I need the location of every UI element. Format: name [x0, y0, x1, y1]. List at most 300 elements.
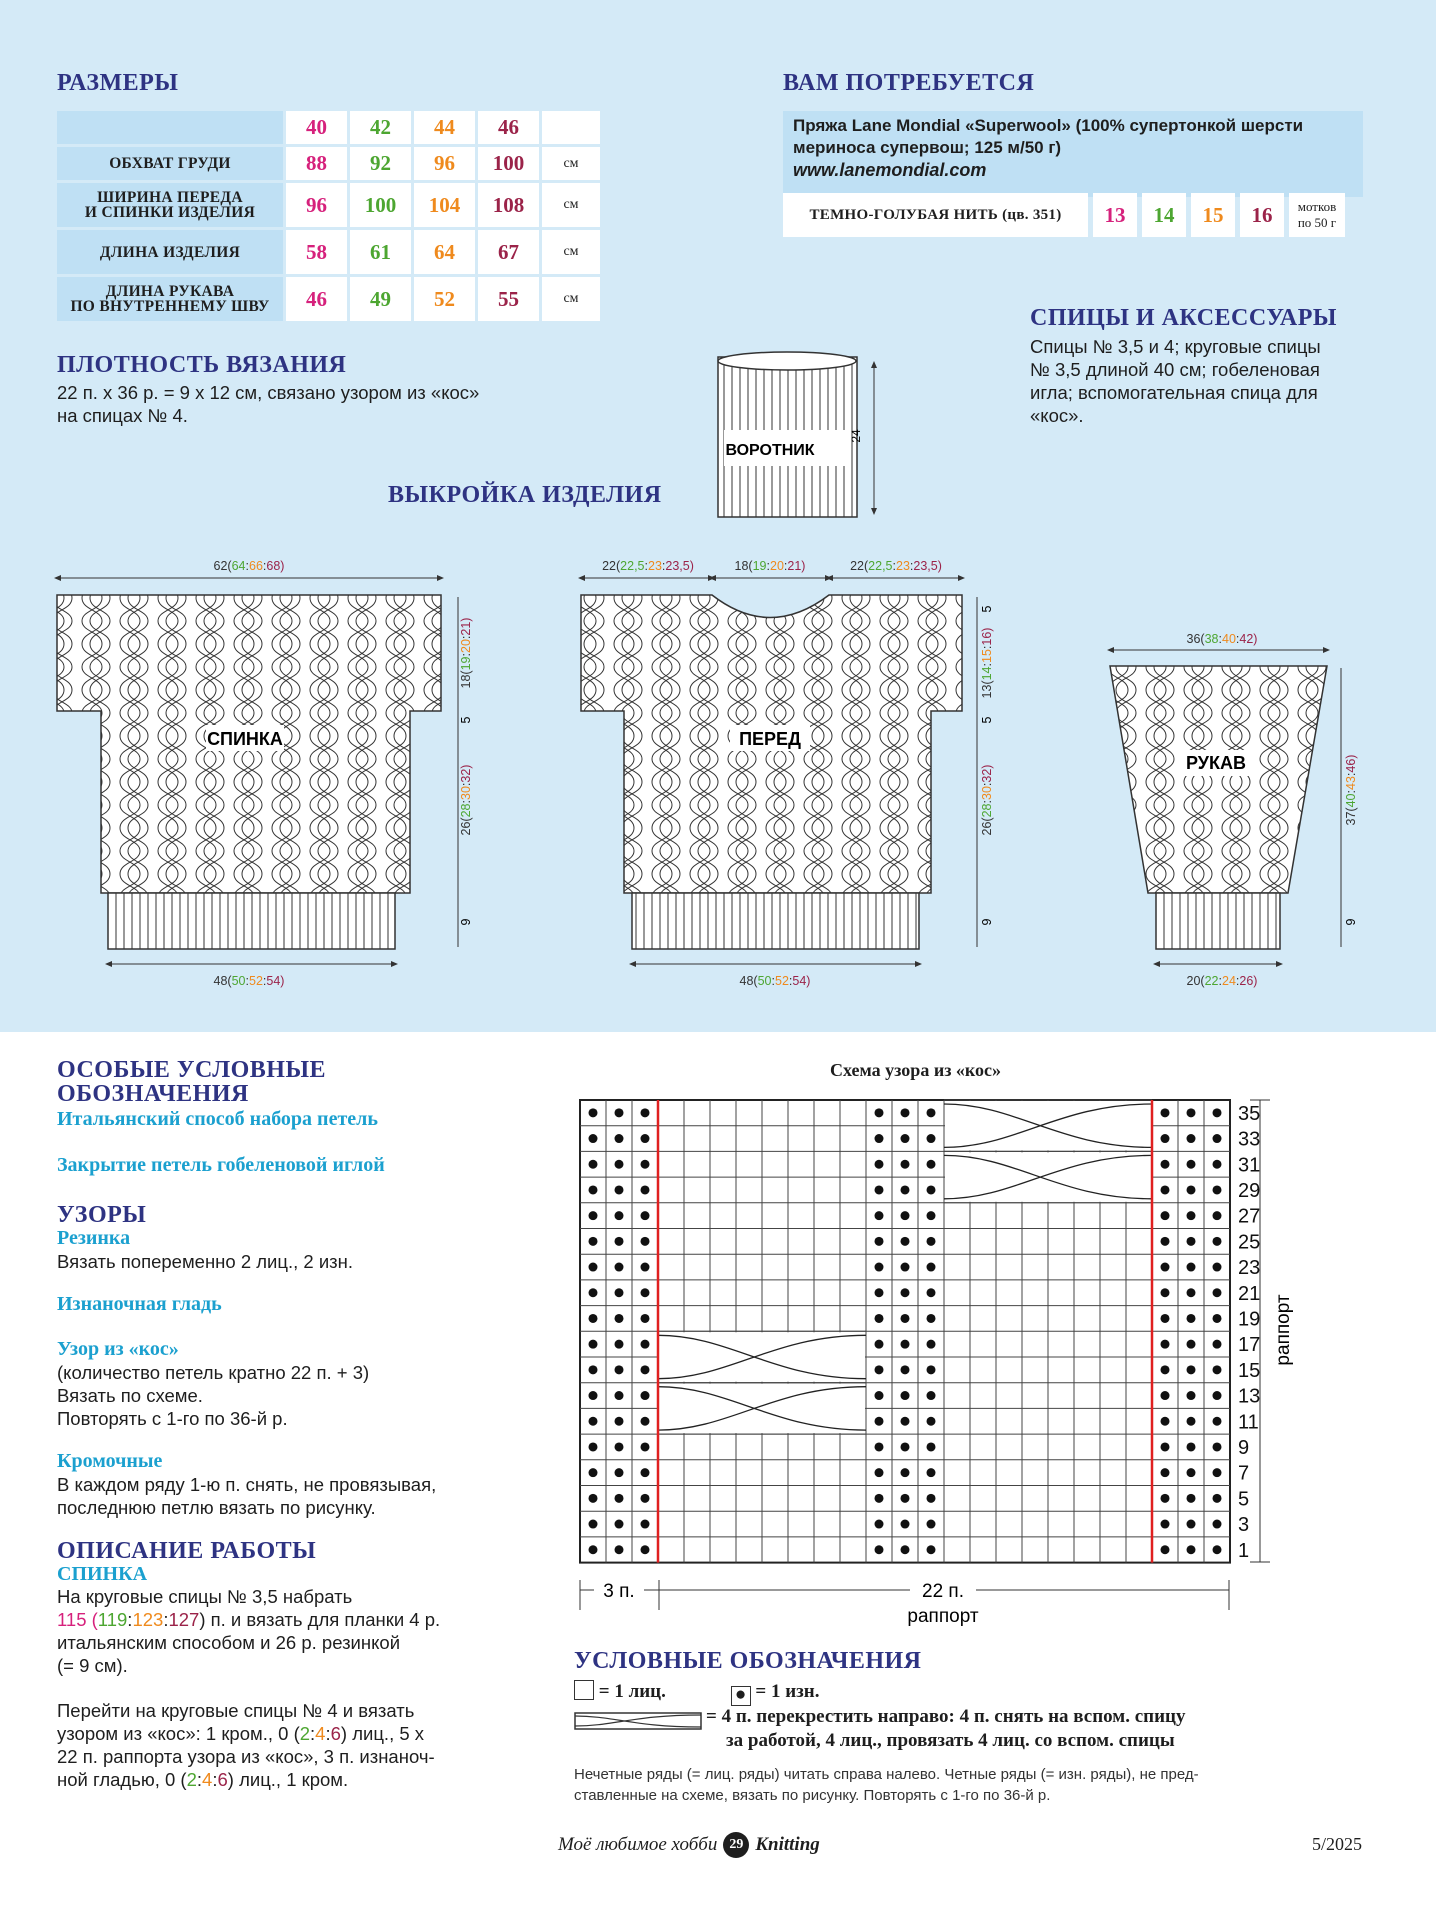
purl-stitch — [641, 1442, 650, 1451]
purl-stitch — [1161, 1442, 1170, 1451]
cable-title: Узор из «кос» — [57, 1338, 179, 1360]
p1-line: (= 9 см). — [57, 1655, 128, 1676]
special-heading-1: ОСОБЫЕ УСЛОВНЫЕ — [57, 1057, 327, 1083]
purl-stitch — [1161, 1211, 1170, 1220]
purl-stitch — [1213, 1391, 1222, 1400]
purl-stitch — [875, 1365, 884, 1374]
cable-line: Повторять с 1-го по 36-й р. — [57, 1408, 288, 1429]
purl-stitch — [901, 1391, 910, 1400]
purl-stitch — [1161, 1160, 1170, 1169]
back-top-width: 62(64:66:68) — [213, 559, 285, 573]
purl-stitch — [615, 1494, 624, 1503]
purl-stitch — [589, 1185, 598, 1194]
chart-row-number: 33 — [1238, 1128, 1261, 1151]
purl-stitch — [589, 1494, 598, 1503]
purl-stitch — [1213, 1468, 1222, 1477]
purl-stitch — [875, 1134, 884, 1143]
purl-stitch — [641, 1468, 650, 1477]
chart-row-number: 31 — [1238, 1154, 1261, 1177]
size-col-2: 42 — [350, 111, 411, 144]
unit-cell: см — [542, 183, 600, 227]
purl-stitch — [901, 1494, 910, 1503]
purl-stitch — [1161, 1391, 1170, 1400]
chart-row-number: 21 — [1238, 1282, 1261, 1305]
size-col-1: 40 — [286, 111, 347, 144]
purl-stitch — [1187, 1211, 1196, 1220]
cell: 100 — [350, 183, 411, 227]
purl-stitch — [615, 1134, 624, 1143]
purl-stitch — [901, 1545, 910, 1554]
chart-row-number: 5 — [1238, 1488, 1250, 1511]
purl-stitch — [1213, 1417, 1222, 1426]
needles-line: игла; вспомогательная спица для — [1030, 382, 1318, 403]
front-label: ПЕРЕД — [739, 729, 801, 749]
sizes-row-length — [57, 230, 600, 274]
sizes-corner — [57, 111, 283, 144]
edge-line: В каждом ряду 1-ю п. снять, не провязывая, — [57, 1474, 437, 1495]
page-number-badge: 29 — [723, 1832, 749, 1858]
purl-stitch — [1187, 1108, 1196, 1117]
chart-row-number: 13 — [1238, 1385, 1261, 1408]
purl-stitch — [1187, 1340, 1196, 1349]
purl-stitch — [1213, 1340, 1222, 1349]
cell: 52 — [414, 277, 475, 321]
purl-stitch — [589, 1211, 598, 1220]
purl-stitch — [1161, 1545, 1170, 1554]
edge-line: последнюю петлю вязать по рисунку. — [57, 1497, 376, 1518]
p2-line: ной гладью, 0 (2:4:6) лиц., 1 кром. — [57, 1769, 349, 1790]
unit-cell: см — [542, 277, 600, 321]
purl-stitch — [927, 1263, 936, 1272]
sleeve-v-length: 37(40:43:46) — [1344, 754, 1358, 826]
purl-stitch — [875, 1468, 884, 1477]
footer-magazine — [558, 1832, 820, 1858]
yarn-box — [783, 111, 1363, 197]
purl-stitch — [615, 1263, 624, 1272]
purl-stitch — [589, 1365, 598, 1374]
purl-stitch — [1213, 1288, 1222, 1297]
purl-stitch — [589, 1314, 598, 1323]
purl-dot-icon: ● — [731, 1686, 751, 1706]
purl-stitch — [615, 1442, 624, 1451]
label-line: И СПИНКИ ИЗДЕЛИЯ — [84, 204, 256, 221]
size-col-4: 46 — [478, 111, 539, 144]
purl-stitch — [589, 1288, 598, 1297]
cell: 104 — [414, 183, 475, 227]
cable-line: (количество петель кратно 22 п. + 3) — [57, 1362, 370, 1383]
purl-stitch — [901, 1365, 910, 1374]
purl-stitch — [1161, 1108, 1170, 1117]
p1-line: итальянским способом и 26 р. резинкой — [57, 1632, 401, 1653]
sleeve-label: РУКАВ — [1186, 753, 1246, 773]
purl-stitch — [875, 1263, 884, 1272]
cable-cross-band — [659, 1384, 865, 1433]
chart-row-number: 15 — [1238, 1359, 1261, 1382]
purl-stitch — [927, 1288, 936, 1297]
chart-bottom-3st: 3 п. — [603, 1581, 635, 1602]
back-v-upper: 18(19:20:21) — [459, 617, 473, 689]
chart-row-number: 35 — [1238, 1102, 1261, 1125]
back-v-mid: 5 — [459, 716, 473, 724]
needles-line: Спицы № 3,5 и 4; круговые спицы — [1030, 336, 1321, 357]
unit-cell: см — [542, 147, 600, 180]
cable-line: Вязать по схеме. — [57, 1385, 203, 1406]
footer-issue: 5/2025 — [1312, 1834, 1363, 1854]
purl-stitch — [901, 1468, 910, 1477]
cell: 46 — [286, 277, 347, 321]
purl-stitch — [589, 1468, 598, 1477]
purl-stitch — [927, 1237, 936, 1246]
purl-stitch — [1213, 1494, 1222, 1503]
purl-stitch — [615, 1520, 624, 1529]
purl-stitch — [875, 1417, 884, 1426]
sizes-header-row — [57, 111, 600, 144]
front-shape — [581, 595, 962, 949]
front-shoulder-right: 22(22,5:23:23,5) — [850, 559, 942, 573]
purl-stitch — [1213, 1314, 1222, 1323]
purl-stitch — [641, 1288, 650, 1297]
left-column — [57, 1058, 517, 1791]
chart-row-number: 17 — [1238, 1334, 1261, 1357]
needles-line: № 3,5 длиной 40 см; гобеленовая — [1030, 359, 1320, 380]
purl-stitch — [615, 1391, 624, 1400]
skein-4: 16 — [1240, 193, 1284, 237]
back-shape — [57, 595, 441, 949]
magazine-name: Моё любимое хобби — [558, 1834, 718, 1855]
purl-stitch — [875, 1340, 884, 1349]
chart-row-number: 25 — [1238, 1231, 1261, 1254]
front-bottom-width: 48(50:52:54) — [739, 974, 811, 988]
back-v-lower: 26(28:30:32) — [459, 764, 473, 836]
row-label — [57, 230, 283, 274]
purl-stitch — [589, 1417, 598, 1426]
cell: 108 — [478, 183, 539, 227]
purl-stitch — [641, 1494, 650, 1503]
purl-stitch — [1213, 1442, 1222, 1451]
cell: 88 — [286, 147, 347, 180]
yarn-color-row — [783, 193, 1436, 237]
symbols-heading: УСЛОВНЫЕ ОБОЗНАЧЕНИЯ — [574, 1648, 922, 1674]
sizes-table — [54, 108, 603, 324]
note-line: Нечетные ряды (= лиц. ряды) читать справа налево. Четные ряды (= изн. ряды), не пред- — [574, 1766, 1199, 1783]
purl-stitch — [1187, 1494, 1196, 1503]
p2-line: 22 п. раппорта узора из «кос», 3 п. изнаноч- — [57, 1746, 435, 1767]
front-v-neck: 5 — [980, 605, 994, 613]
purl-stitch — [927, 1417, 936, 1426]
purl-stitch — [927, 1340, 936, 1349]
collar-height: 24 — [849, 429, 863, 443]
purl-stitch — [927, 1365, 936, 1374]
label-line: ДЛИНА ИЗДЕЛИЯ — [99, 243, 241, 261]
size-col-3: 44 — [414, 111, 475, 144]
purl-stitch — [1187, 1468, 1196, 1477]
purl-stitch — [1187, 1288, 1196, 1297]
purl-stitch — [927, 1160, 936, 1169]
purl-stitch — [1213, 1211, 1222, 1220]
purl-stitch — [1161, 1185, 1170, 1194]
reading-note — [574, 1764, 1199, 1806]
purl-stitch — [1161, 1340, 1170, 1349]
unit-line: мотков — [1297, 199, 1337, 214]
purl-stitch — [1213, 1185, 1222, 1194]
purl-stitch — [927, 1442, 936, 1451]
chart-row-number: 19 — [1238, 1308, 1261, 1331]
purl-stitch — [1161, 1494, 1170, 1503]
purl-stitch — [901, 1185, 910, 1194]
cell: 67 — [478, 230, 539, 274]
note-line: ставленные на схеме, вязать по рисунку. Повторять с 1-го по 36-й р. — [574, 1787, 1051, 1804]
chart-row-number: 7 — [1238, 1462, 1250, 1485]
purl-stitch — [1161, 1468, 1170, 1477]
purl-stitch — [901, 1520, 910, 1529]
purl-stitch — [589, 1520, 598, 1529]
purl-stitch — [615, 1314, 624, 1323]
purl-stitch — [1161, 1520, 1170, 1529]
purl-stitch — [1187, 1160, 1196, 1169]
sleeve-shape — [1110, 666, 1327, 949]
purl-stitch — [615, 1545, 624, 1554]
purl-stitch — [1213, 1263, 1222, 1272]
purl-stitch — [589, 1545, 598, 1554]
sizes-row-width — [57, 183, 600, 227]
purl-stitch — [1187, 1263, 1196, 1272]
row-label — [57, 147, 283, 180]
purl-stitch — [901, 1340, 910, 1349]
chart-title: Схема узора из «кос» — [830, 1060, 1002, 1080]
purl-stitch — [589, 1237, 598, 1246]
purl-stitch — [901, 1160, 910, 1169]
purl-stitch — [927, 1134, 936, 1143]
collar-label: ВОРОТНИК — [725, 442, 815, 459]
chart-row-number: 29 — [1238, 1179, 1261, 1202]
skein-unit — [1289, 193, 1345, 237]
cable-cross-band — [659, 1332, 865, 1381]
yarn-color-label: ТЕМНО-ГОЛУБАЯ НИТЬ (цв. 351) — [783, 193, 1088, 237]
rib-title: Резинка — [57, 1227, 131, 1249]
purl-stitch — [901, 1211, 910, 1220]
chart-bottom-repeat: раппорт — [907, 1606, 979, 1627]
purl-stitch — [615, 1340, 624, 1349]
purl-stitch — [641, 1237, 650, 1246]
purl-stitch — [1213, 1160, 1222, 1169]
cell: 92 — [350, 147, 411, 180]
purl-stitch — [641, 1417, 650, 1426]
edge-title: Кромочные — [57, 1450, 163, 1472]
purl-stitch — [1187, 1545, 1196, 1554]
cable-cross-band — [945, 1101, 1151, 1150]
label-line: ПО ВНУТРЕННЕМУ ШВУ — [70, 298, 270, 315]
purl-stitch — [1161, 1314, 1170, 1323]
sleeve-v-rib: 9 — [1344, 918, 1358, 926]
row-label — [57, 277, 283, 321]
front-neck-width: 18(19:20:21) — [734, 559, 806, 573]
sleeve-bottom-width: 20(22:24:26) — [1186, 974, 1258, 988]
work-heading: ОПИСАНИЕ РАБОТЫ — [57, 1538, 317, 1564]
purl-stitch — [927, 1545, 936, 1554]
cell: 58 — [286, 230, 347, 274]
purl-stitch — [927, 1520, 936, 1529]
unit-line: по 50 г — [1297, 215, 1337, 230]
skein-1: 13 — [1093, 193, 1137, 237]
rib-text: Вязать попеременно 2 лиц., 2 изн. — [57, 1251, 353, 1272]
p1-line: На круговые спицы № 3,5 набрать — [57, 1586, 353, 1607]
front-v-upper: 13(14:15:16) — [980, 627, 994, 699]
pattern-title: ВЫКРОЙКА ИЗДЕЛИЯ — [388, 482, 662, 508]
chart-row-number: 9 — [1238, 1436, 1250, 1459]
purl-stitch — [1213, 1134, 1222, 1143]
purl-stitch — [615, 1185, 624, 1194]
cable-chart — [570, 1092, 1310, 1652]
back-v-rib: 9 — [459, 918, 473, 926]
skein-3: 15 — [1191, 193, 1235, 237]
purl-stitch — [641, 1211, 650, 1220]
purl-stitch — [589, 1340, 598, 1349]
special-italian-cast-on: Итальянский способ набора петель — [57, 1108, 378, 1130]
needles-line: «кос». — [1030, 405, 1084, 426]
purl-stitch — [927, 1391, 936, 1400]
purl-stitch — [589, 1160, 598, 1169]
purl-stitch — [875, 1520, 884, 1529]
label-line: ДЛИНА РУКАВА — [105, 283, 235, 300]
chart-row-number: 3 — [1238, 1514, 1250, 1537]
purl-stitch — [1161, 1365, 1170, 1374]
needles-heading: СПИЦЫ И АКСЕССУАРЫ — [1030, 305, 1337, 331]
purl-stitch — [615, 1417, 624, 1426]
chart-bottom-22st: 22 п. — [922, 1581, 964, 1602]
purl-stitch — [901, 1314, 910, 1323]
knit-text: = 1 лиц. — [598, 1681, 666, 1702]
purl-stitch — [1187, 1442, 1196, 1451]
yarn-url[interactable]: www.lanemondial.com — [793, 160, 987, 180]
cable-desc-1: = 4 п. перекрестить направо: 4 п. снять на вспом. спицу — [706, 1706, 1186, 1727]
purl-stitch — [641, 1263, 650, 1272]
purl-stitch — [641, 1314, 650, 1323]
purl-text: = 1 изн. — [755, 1681, 820, 1702]
label-line: ШИРИНА ПЕРЕДА — [97, 189, 243, 206]
purl-stitch — [1161, 1263, 1170, 1272]
knit-square-icon — [574, 1680, 594, 1700]
purl-stitch — [615, 1160, 624, 1169]
purl-stitch — [641, 1108, 650, 1117]
purl-stitch — [589, 1134, 598, 1143]
cell: 55 — [478, 277, 539, 321]
purl-stitch — [1187, 1314, 1196, 1323]
gauge-line: на спицах № 4. — [57, 405, 188, 426]
label-line: ОБХВАТ ГРУДИ — [109, 155, 231, 172]
purl-stitch — [927, 1494, 936, 1503]
purl-stitch — [641, 1391, 650, 1400]
purl-stitch — [901, 1442, 910, 1451]
back-title: СПИНКА — [57, 1563, 148, 1585]
purl-stitch — [589, 1442, 598, 1451]
purl-title: Изнаночная гладь — [57, 1293, 222, 1315]
gauge-line: 22 п. х 36 р. = 9 х 12 см, связано узором из «кос» — [57, 382, 480, 403]
purl-stitch — [615, 1468, 624, 1477]
purl-stitch — [1187, 1365, 1196, 1374]
unit-cell: см — [542, 230, 600, 274]
purl-stitch — [901, 1134, 910, 1143]
cell: 96 — [414, 147, 475, 180]
purl-stitch — [641, 1160, 650, 1169]
sizes-row-chest — [57, 147, 600, 180]
cell: 96 — [286, 183, 347, 227]
purl-stitch — [901, 1237, 910, 1246]
purl-stitch — [1213, 1520, 1222, 1529]
purl-stitch — [615, 1237, 624, 1246]
purl-stitch — [589, 1391, 598, 1400]
purl-stitch — [927, 1108, 936, 1117]
cable-cross-icon — [574, 1712, 702, 1730]
purl-stitch — [641, 1185, 650, 1194]
purl-stitch — [1187, 1391, 1196, 1400]
purl-stitch — [615, 1211, 624, 1220]
purl-stitch — [1161, 1417, 1170, 1426]
unit-blank — [542, 111, 600, 144]
special-heading-2: ОБОЗНАЧЕНИЯ — [57, 1081, 249, 1107]
yarn-line-1: Пряжа Lane Mondial «Superwool» (100% супертонкой шерсти — [793, 116, 1304, 135]
p1-line: 115 (119:123:127) п. и вязать для планки 4 р. — [57, 1609, 441, 1630]
purl-stitch — [615, 1288, 624, 1297]
purl-stitch — [641, 1520, 650, 1529]
purl-stitch — [641, 1365, 650, 1374]
skein-2: 14 — [1142, 193, 1186, 237]
purl-stitch — [1187, 1520, 1196, 1529]
purl-stitch — [1161, 1134, 1170, 1143]
purl-stitch — [927, 1314, 936, 1323]
section-name: Knitting — [755, 1834, 820, 1855]
cell: 49 — [350, 277, 411, 321]
purl-stitch — [641, 1134, 650, 1143]
purl-stitch — [901, 1417, 910, 1426]
purl-stitch — [875, 1494, 884, 1503]
purl-stitch — [589, 1263, 598, 1272]
sizes-heading: РАЗМЕРЫ — [57, 70, 179, 96]
symbols-block — [574, 1680, 1354, 1758]
chart-row-number: 23 — [1238, 1257, 1261, 1280]
chart-row-number: 11 — [1238, 1411, 1259, 1434]
purl-stitch — [875, 1314, 884, 1323]
patterns-heading: УЗОРЫ — [57, 1202, 147, 1228]
cable-desc-2: за работой, 4 лиц., провязать 4 лиц. со вспом. спицы — [726, 1730, 1175, 1751]
purl-stitch — [875, 1391, 884, 1400]
sizes-row-sleeve — [57, 277, 600, 321]
purl-stitch — [641, 1340, 650, 1349]
purl-stitch — [875, 1545, 884, 1554]
purl-stitch — [589, 1108, 598, 1117]
symbol-row-1 — [574, 1680, 1354, 1706]
purl-stitch — [1187, 1134, 1196, 1143]
front-shoulder-left: 22(22,5:23:23,5) — [602, 559, 694, 573]
purl-stitch — [927, 1185, 936, 1194]
purl-stitch — [1187, 1237, 1196, 1246]
purl-stitch — [901, 1263, 910, 1272]
purl-stitch — [875, 1288, 884, 1297]
cell: 100 — [478, 147, 539, 180]
cable-cross-band — [945, 1152, 1151, 1201]
chart-row-number: 1 — [1238, 1539, 1250, 1562]
purl-stitch — [1161, 1237, 1170, 1246]
purl-stitch — [1187, 1417, 1196, 1426]
special-tapestry-bind-off: Закрытие петель гобеленовой иглой — [57, 1154, 385, 1176]
gauge-heading: ПЛОТНОСТЬ ВЯЗАНИЯ — [57, 352, 347, 378]
purl-stitch — [875, 1211, 884, 1220]
purl-stitch — [927, 1468, 936, 1477]
purl-stitch — [901, 1108, 910, 1117]
purl-stitch — [901, 1288, 910, 1297]
symbol-row-cable — [574, 1706, 1354, 1758]
purl-stitch — [875, 1237, 884, 1246]
purl-stitch — [875, 1160, 884, 1169]
